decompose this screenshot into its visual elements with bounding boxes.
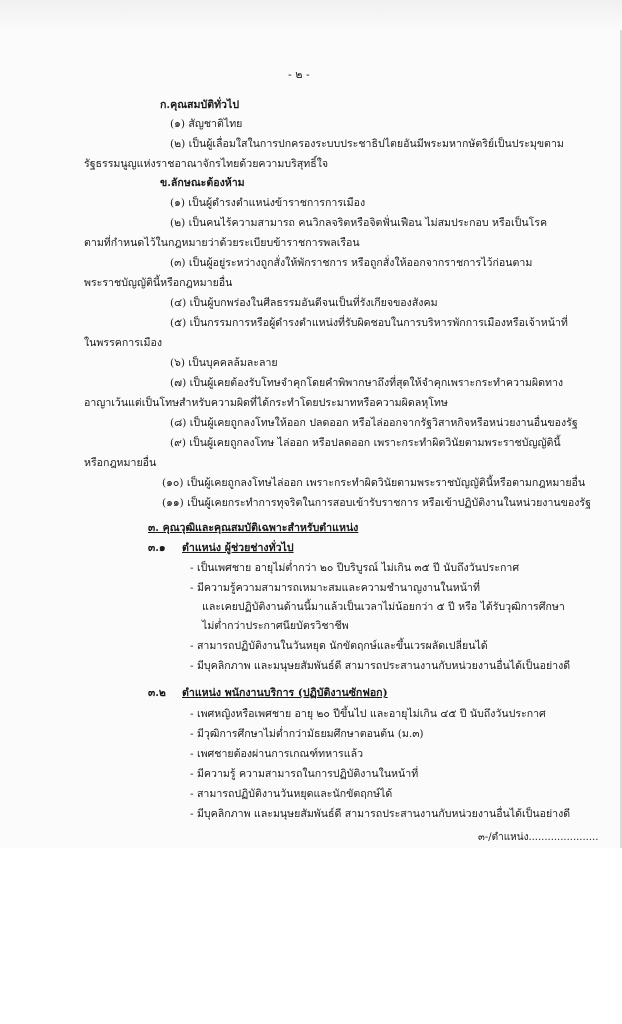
section-b-item: (๕) เป็นกรรมการหรือผู้ดำรงตำแหน่งที่รับผิดชอบในการบริหารพักการเมืองหรือเจ้าหน้าที่ [170, 317, 568, 329]
section-b-item: (๗) เป็นผู้เคยต้องรับโทษจำคุกโดยคำพิพากษาถึงที่สุดให้จำคุกเพราะกระทำความผิดทาง [170, 377, 564, 389]
section-b-item: (๑๐) เป็นผู้เคยถูกลงโทษไล่ออก เพราะกระทำผิดวินัยตามพระราชบัญญัตินี้หรือตามกฎหมายอื่น [162, 477, 586, 489]
position-2-item: - มีวุฒิการศึกษาไม่ต่ำกว่ามัธยมศึกษาตอนต้น (ม.๓) [190, 728, 424, 740]
position-1-title: ตำแหน่ง ผู้ช่วยช่างทั่วไป [182, 542, 294, 554]
position-1-item: ไม่ต่ำกว่าประกาศนียบัตรวิชาชีพ [202, 620, 349, 632]
position-1-number: ๓.๑ [148, 542, 166, 554]
continuation-footer: ๓-/ตำแหน่ง...................... [478, 832, 599, 843]
section-b-item: ตามที่กำหนดไว้ในกฎหมายว่าด้วยระเบียบข้าราชการพลเรือน [84, 237, 360, 249]
position-1-item: - เป็นเพศชาย อายุไม่ต่ำกว่า ๒๐ ปีบริบูรณ์ ไม่เกิน ๓๕ ปี นับถึงวันประกาศ [190, 562, 520, 574]
section-3-heading: ๓. คุณวุฒิและคุณสมบัติเฉพาะสำหรับตำแหน่ง [148, 522, 359, 534]
position-1-item: - มีความรู้ความสามารถเหมาะสมและความชำนาญงานในหน้าที่ [190, 582, 480, 594]
position-1-item: - มีบุคลิกภาพ และมนุษยสัมพันธ์ดี สามารถประสานงานกับหน่วยงานอื่นได้เป็นอย่างดี [190, 660, 571, 672]
section-b-item: (๒) เป็นคนไร้ความสามารถ คนวิกลจริตหรือจิตฟั่นเฟือน ไม่สมประกอบ หรือเป็นโรค [170, 217, 548, 229]
section-b-item: ในพรรคการเมือง [84, 337, 163, 349]
position-2-item: - มีบุคลิกภาพ และมนุษยสัมพันธ์ดี สามารถประสานงานกับหน่วยงานอื่นได้เป็นอย่างดี [190, 808, 571, 820]
position-1-item: และเคยปฏิบัติงานด้านนี้มาแล้วเป็นเวลาไม่น้อยกว่า ๕ ปี หรือ ได้รับวุฒิการศึกษา [202, 601, 565, 613]
page-number: - ๒ - [288, 68, 310, 81]
section-b-item: (๙) เป็นผู้เคยถูกลงโทษ ไล่ออก หรือปลดออก เพราะกระทำผิดวินัยตามพระราชบัญญัตินี้ [170, 437, 561, 449]
position-2-title: ตำแหน่ง พนักงานบริการ (ปฏิบัติงานซักฟอก) [182, 687, 388, 699]
section-b-item: อาญาเว้นแต่เป็นโทษสำหรับความผิดที่ได้กระทำโดยประมาทหรือความผิดลหุโทษ [84, 397, 448, 409]
section-b-item: (๑) เป็นผู้ดำรงตำแหน่งข้าราชการการเมือง [170, 197, 366, 209]
section-a-item: (๑) สัญชาติไทย [170, 118, 243, 130]
section-b-item: (๘) เป็นผู้เคยถูกลงโทษให้ออก ปลดออก หรือไล่ออกจากรัฐวิสาหกิจหรือหน่วยงานอื่นของรัฐ [170, 417, 578, 429]
section-a-item: (๒) เป็นผู้เลื่อมใสในการปกครองระบบประชาธิปไตยอันมีพระมหากษัตริย์เป็นประมุขตาม [170, 138, 564, 150]
section-b-item: (๔) เป็นผู้บกพร่องในศีลธรรมอันดีจนเป็นที่รังเกียจของสังคม [170, 297, 438, 309]
section-a-item: รัฐธรรมนูญแห่งราชอาณาจักรไทยด้วยความบริสุทธิ์ใจ [84, 158, 329, 170]
section-b-item: (๖) เป็นบุคคลล้มละลาย [170, 357, 278, 369]
position-1-item: - สามารถปฏิบัติงานในวันหยุด นักขัตฤกษ์และขึ้นเวรผลัดเปลี่ยนได้ [190, 640, 488, 652]
section-b-item: (๑๑) เป็นผู้เคยกระทำการทุจริตในการสอบเข้ารับราชการ หรือเข้าปฏิบัติงานในหน่วยงานของรัฐ [162, 497, 591, 509]
section-b-item: พระราชบัญญัตินี้หรือกฎหมายอื่น [84, 277, 233, 289]
section-a-heading: ก.คุณสมบัติทั่วไป [160, 99, 240, 111]
position-2-item: - เพศหญิงหรือเพศชาย อายุ ๒๐ ปีขึ้นไป และอายุไม่เกิน ๔๕ ปี นับถึงวันประกาศ [190, 708, 546, 720]
section-b-item: หรือกฎหมายอื่น [84, 457, 157, 469]
position-2-number: ๓.๒ [148, 687, 166, 699]
section-b-heading: ข.ลักษณะต้องห้าม [160, 177, 245, 189]
scan-shadow [0, 0, 622, 30]
position-2-item: - มีความรู้ ความสามารถในการปฏิบัติงานในหน้าที่ [190, 768, 419, 780]
section-b-item: (๓) เป็นผู้อยู่ระหว่างถูกสั่งให้พักราชการ หรือถูกสั่งให้ออกจากราชการไว้ก่อนตาม [170, 257, 533, 269]
position-2-item: - เพศชายต้องผ่านการเกณฑ์ทหารแล้ว [190, 748, 364, 760]
position-2-item: - สามารถปฏิบัติงานวันหยุดและนักขัตฤกษ์ได้ [190, 788, 393, 800]
